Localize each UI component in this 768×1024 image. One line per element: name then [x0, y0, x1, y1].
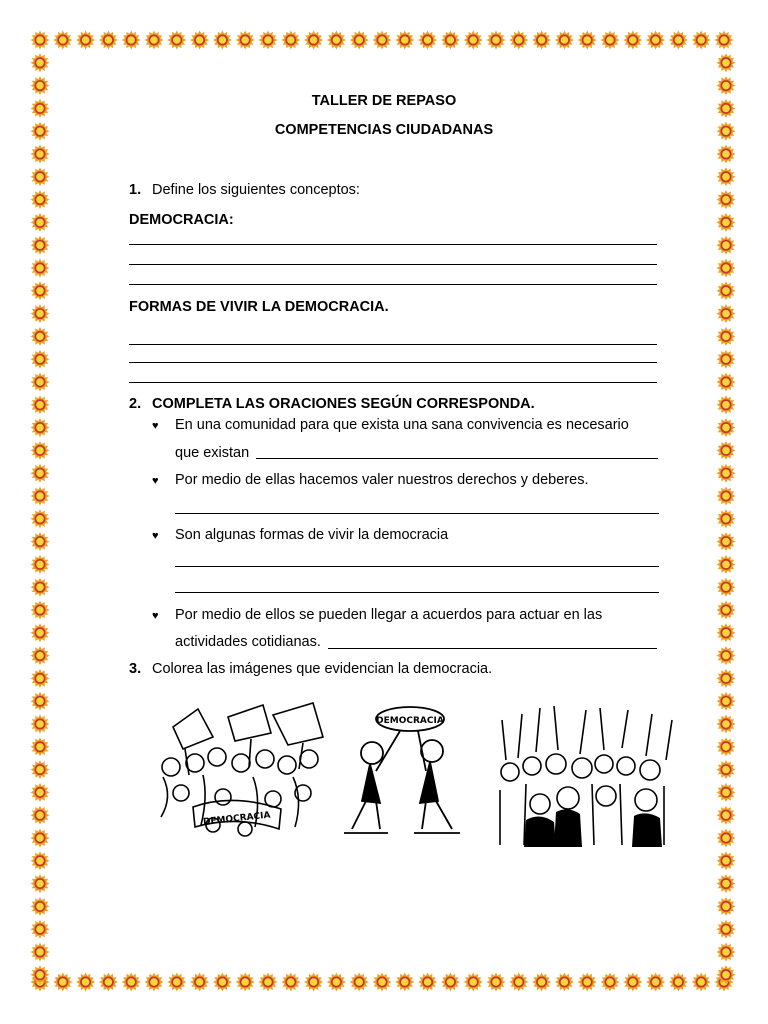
sun-icon	[31, 441, 50, 460]
sun-icon	[31, 76, 50, 95]
sun-icon	[717, 304, 736, 323]
sun-icon	[373, 973, 392, 992]
answer-line	[129, 284, 657, 285]
sun-icon	[122, 31, 141, 50]
sun-icon	[717, 897, 736, 916]
sun-icon	[487, 973, 506, 992]
q3-number: 3.	[129, 661, 142, 677]
q2-number: 2.	[129, 396, 142, 412]
answer-line	[175, 513, 659, 514]
banner-text: DEMOCRACIA	[202, 810, 271, 828]
sun-icon	[395, 973, 414, 992]
answer-line	[175, 566, 659, 567]
sun-icon	[717, 920, 736, 939]
q3-text: Colorea las imágenes que evidencian la democracia.	[152, 661, 493, 677]
sun-icon	[31, 578, 50, 597]
sun-icon	[623, 31, 642, 50]
sun-icon	[441, 973, 460, 992]
heart-icon: ♥	[152, 610, 159, 622]
sun-icon	[31, 715, 50, 734]
sun-icon	[717, 145, 736, 164]
sun-icon	[717, 259, 736, 278]
sun-icon	[31, 646, 50, 665]
q1-text: Define los siguientes conceptos:	[152, 182, 360, 198]
q1-number: 1.	[129, 182, 142, 198]
sun-icon	[578, 31, 597, 50]
concept-formas-label: FORMAS DE VIVIR LA DEMOCRACIA.	[129, 299, 389, 315]
sun-icon	[31, 509, 50, 528]
sun-icon	[99, 973, 118, 992]
sun-icon	[31, 213, 50, 232]
sun-icon	[692, 31, 711, 50]
heart-icon: ♥	[152, 420, 159, 432]
q2-item4-line1: Por medio de ellos se pueden llegar a acuerdos para actuar en las	[175, 607, 603, 623]
sun-icon	[532, 973, 551, 992]
sign-text: DEMOCRACIA	[376, 716, 444, 726]
protest-crowd-illustration	[153, 697, 328, 842]
sun-icon	[717, 623, 736, 642]
sun-icon	[669, 973, 688, 992]
sun-icon	[31, 760, 50, 779]
sun-icon	[259, 31, 278, 50]
sun-icon	[373, 31, 392, 50]
answer-line	[175, 592, 659, 593]
sun-icon	[464, 31, 483, 50]
sun-icon	[717, 806, 736, 825]
sun-icon	[715, 31, 734, 50]
sun-icon	[31, 487, 50, 506]
sun-icon	[717, 99, 736, 118]
sun-icon	[350, 973, 369, 992]
sun-icon	[31, 281, 50, 300]
sun-icon	[31, 327, 50, 346]
sun-icon	[31, 601, 50, 620]
sun-icon	[441, 31, 460, 50]
sun-icon	[76, 31, 95, 50]
sun-icon	[717, 373, 736, 392]
sun-icon	[304, 973, 323, 992]
sun-icon	[623, 973, 642, 992]
sun-icon	[717, 715, 736, 734]
sun-icon	[236, 973, 255, 992]
sun-icon	[31, 464, 50, 483]
sun-icon	[31, 851, 50, 870]
sun-icon	[31, 167, 50, 186]
sun-icon	[717, 601, 736, 620]
sun-icon	[717, 213, 736, 232]
sun-icon	[31, 874, 50, 893]
answer-line	[129, 244, 657, 245]
sun-icon	[717, 395, 736, 414]
sun-icon	[31, 395, 50, 414]
sun-icon	[31, 259, 50, 278]
sun-icon	[350, 31, 369, 50]
concept-democracia-label: DEMOCRACIA:	[129, 212, 234, 228]
sun-icon	[717, 281, 736, 300]
sun-icon	[418, 31, 437, 50]
sun-icon	[304, 31, 323, 50]
sun-icon	[717, 943, 736, 962]
sun-icon	[190, 31, 209, 50]
sun-icon	[532, 31, 551, 50]
answer-line	[129, 362, 657, 363]
sun-icon	[190, 973, 209, 992]
sun-icon	[213, 973, 232, 992]
sun-icon	[717, 350, 736, 369]
sun-icon	[692, 973, 711, 992]
q2-item3-line1: Son algunas formas de vivir la democracia	[175, 527, 449, 543]
sun-icon	[395, 31, 414, 50]
sun-icon	[717, 53, 736, 72]
sun-icon	[31, 532, 50, 551]
sun-icon	[717, 487, 736, 506]
sun-icon	[31, 122, 50, 141]
answer-line	[129, 264, 657, 265]
sun-icon	[646, 973, 665, 992]
sun-icon	[31, 783, 50, 802]
sun-icon	[646, 31, 665, 50]
answer-line	[328, 648, 657, 649]
sun-icon	[31, 943, 50, 962]
q2-text: COMPLETA LAS ORACIONES SEGÚN CORRESPONDA.	[152, 396, 535, 412]
sun-icon	[31, 304, 50, 323]
sun-icon	[122, 973, 141, 992]
sun-icon	[509, 31, 528, 50]
sun-icon	[601, 973, 620, 992]
sun-icon	[717, 122, 736, 141]
q2-item1-line1: En una comunidad para que exista una sana convivencia es necesario	[175, 417, 629, 433]
sun-icon	[31, 829, 50, 848]
sun-icon	[31, 669, 50, 688]
sun-icon	[236, 31, 255, 50]
sun-icon	[717, 509, 736, 528]
sun-icon	[281, 31, 300, 50]
sun-icon	[31, 31, 50, 50]
heart-icon: ♥	[152, 530, 159, 542]
sun-icon	[717, 578, 736, 597]
sun-icon	[717, 669, 736, 688]
answer-line	[129, 344, 657, 345]
worksheet-page	[60, 60, 708, 964]
sun-icon	[31, 99, 50, 118]
sun-icon	[555, 973, 574, 992]
sun-icon	[717, 76, 736, 95]
sun-icon	[31, 190, 50, 209]
q2-item1-line2: que existan	[175, 445, 250, 461]
sun-icon	[76, 973, 95, 992]
sun-icon	[717, 167, 736, 186]
sun-icon	[717, 692, 736, 711]
sun-icon	[31, 350, 50, 369]
sun-icon	[31, 555, 50, 574]
sun-icon	[31, 897, 50, 916]
sun-icon	[418, 973, 437, 992]
sun-icon	[31, 920, 50, 939]
sun-icon	[578, 973, 597, 992]
sun-icon	[601, 31, 620, 50]
sun-icon	[31, 373, 50, 392]
sun-icon	[281, 973, 300, 992]
sun-icon	[717, 236, 736, 255]
sun-icon	[464, 973, 483, 992]
q2-item4-line2: actividades cotidianas.	[175, 634, 321, 650]
sun-icon	[669, 31, 688, 50]
sun-icon	[327, 973, 346, 992]
sun-icon	[31, 145, 50, 164]
sun-icon	[717, 464, 736, 483]
sun-icon	[31, 737, 50, 756]
sun-icon	[717, 418, 736, 437]
tug-of-war-illustration	[340, 701, 470, 841]
sun-icon	[259, 973, 278, 992]
sun-icon	[31, 806, 50, 825]
sun-icon	[717, 532, 736, 551]
sun-icon	[717, 327, 736, 346]
sun-icon	[717, 190, 736, 209]
sun-icon	[53, 31, 72, 50]
sun-icon	[213, 31, 232, 50]
sun-icon	[717, 555, 736, 574]
sun-icon	[31, 692, 50, 711]
heart-icon: ♥	[152, 475, 159, 487]
sun-icon	[717, 441, 736, 460]
sun-icon	[717, 829, 736, 848]
sun-icon	[145, 973, 164, 992]
sun-icon	[31, 53, 50, 72]
worksheet-title: TALLER DE REPASO	[311, 93, 457, 109]
raised-hands-crowd-illustration	[496, 700, 676, 847]
sun-icon	[717, 737, 736, 756]
sun-icon	[99, 31, 118, 50]
sun-icon	[327, 31, 346, 50]
sun-icon	[555, 31, 574, 50]
sun-icon	[31, 418, 50, 437]
sun-icon	[53, 973, 72, 992]
sun-icon	[145, 31, 164, 50]
worksheet-subtitle: COMPETENCIAS CIUDADANAS	[274, 122, 494, 138]
sun-icon	[31, 236, 50, 255]
sun-icon	[167, 973, 186, 992]
sun-icon	[717, 851, 736, 870]
sun-icon	[509, 973, 528, 992]
answer-line	[256, 458, 658, 459]
sun-icon	[717, 874, 736, 893]
sun-icon	[717, 783, 736, 802]
sun-icon	[717, 646, 736, 665]
q2-item2-line1: Por medio de ellas hacemos valer nuestros derechos y deberes.	[175, 472, 589, 488]
sun-icon	[167, 31, 186, 50]
sun-icon	[487, 31, 506, 50]
sun-icon	[31, 623, 50, 642]
sun-icon	[717, 760, 736, 779]
answer-line	[129, 382, 657, 383]
